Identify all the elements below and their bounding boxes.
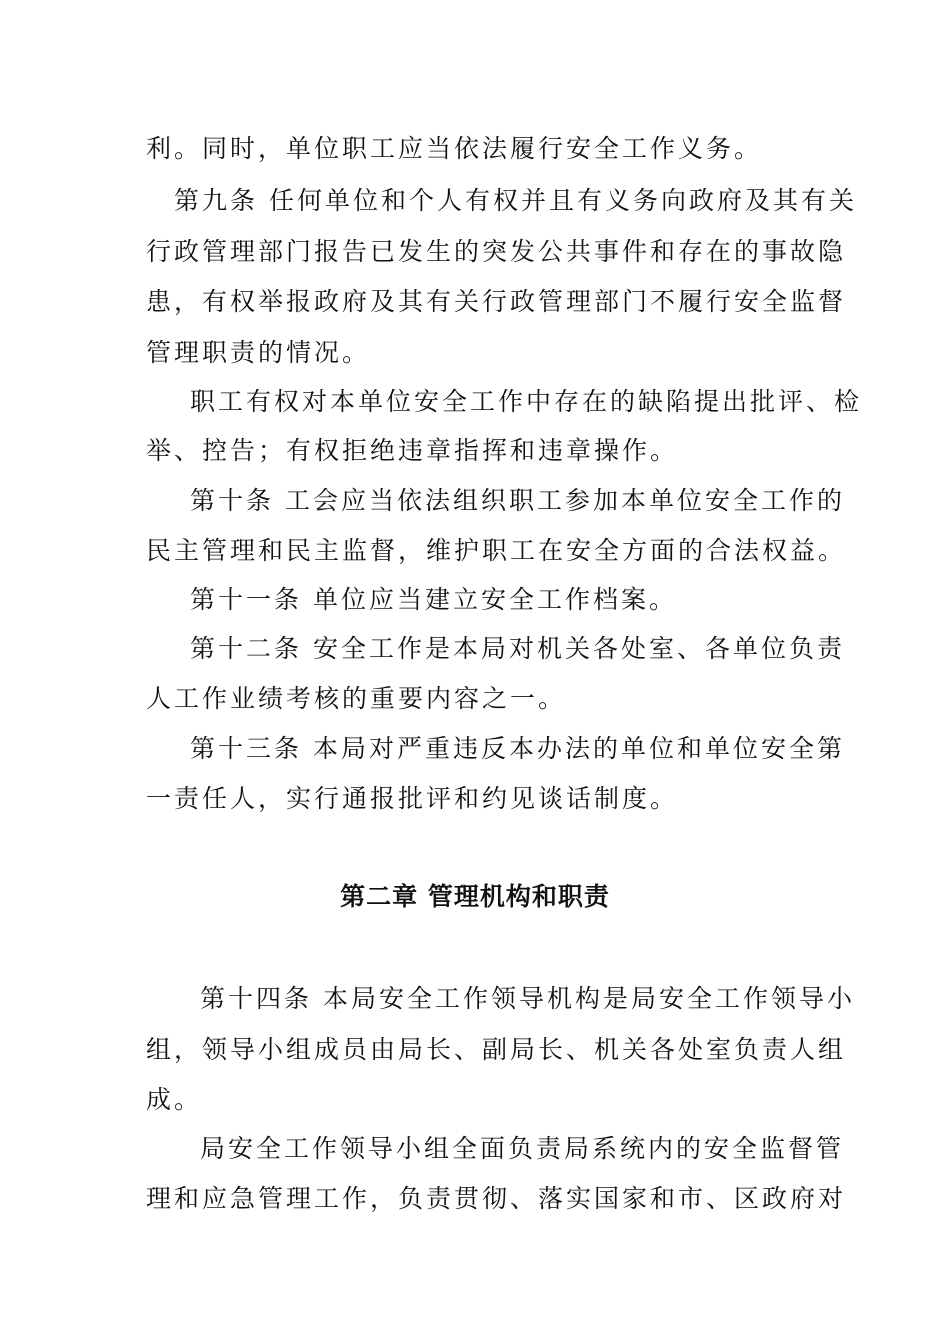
paragraph-line: 患，有权举报政府及其有关行政管理部门不履行安全监督 [146, 287, 847, 316]
article-12-line: 第十二条 安全工作是本局对机关各处室、各单位负责 [190, 634, 845, 663]
paragraph-line: 举、控告；有权拒绝违章指挥和违章操作。 [146, 436, 679, 465]
article-9-line: 第九条 任何单位和个人有权并且有义务向政府及其有关 [174, 186, 857, 215]
article-13-line: 第十三条 本局对严重违反本办法的单位和单位安全第 [190, 734, 845, 763]
paragraph-line: 民主管理和民主监督，维护职工在安全方面的合法权益。 [146, 536, 847, 565]
paragraph-line: 一责任人，实行通报批评和约见谈话制度。 [146, 784, 679, 813]
paragraph-line: 职工有权对本单位安全工作中存在的缺陷提出批评、检 [190, 387, 863, 416]
chapter-heading: 第二章 管理机构和职责 [340, 882, 610, 911]
article-11-line: 第十一条 单位应当建立安全工作档案。 [190, 585, 677, 614]
paragraph-line: 理和应急管理工作，负责贯彻、落实国家和市、区政府对 [146, 1184, 847, 1213]
paragraph-line: 局安全工作领导小组全面负责局系统内的安全监督管 [200, 1134, 845, 1163]
article-14-line: 第十四条 本局安全工作领导机构是局安全工作领导小 [200, 984, 855, 1013]
article-10-line: 第十条 工会应当依法组织职工参加本单位安全工作的 [190, 486, 845, 515]
paragraph-line: 利。同时，单位职工应当依法履行安全工作义务。 [146, 134, 763, 163]
paragraph-line: 行政管理部门报告已发生的突发公共事件和存在的事故隐 [146, 237, 847, 266]
paragraph-line: 管理职责的情况。 [146, 338, 371, 367]
paragraph-line: 人工作业绩考核的重要内容之一。 [146, 684, 567, 713]
paragraph-line: 成。 [146, 1085, 203, 1114]
paragraph-line: 组，领导小组成员由局长、副局长、机关各处室负责人组 [146, 1035, 847, 1064]
